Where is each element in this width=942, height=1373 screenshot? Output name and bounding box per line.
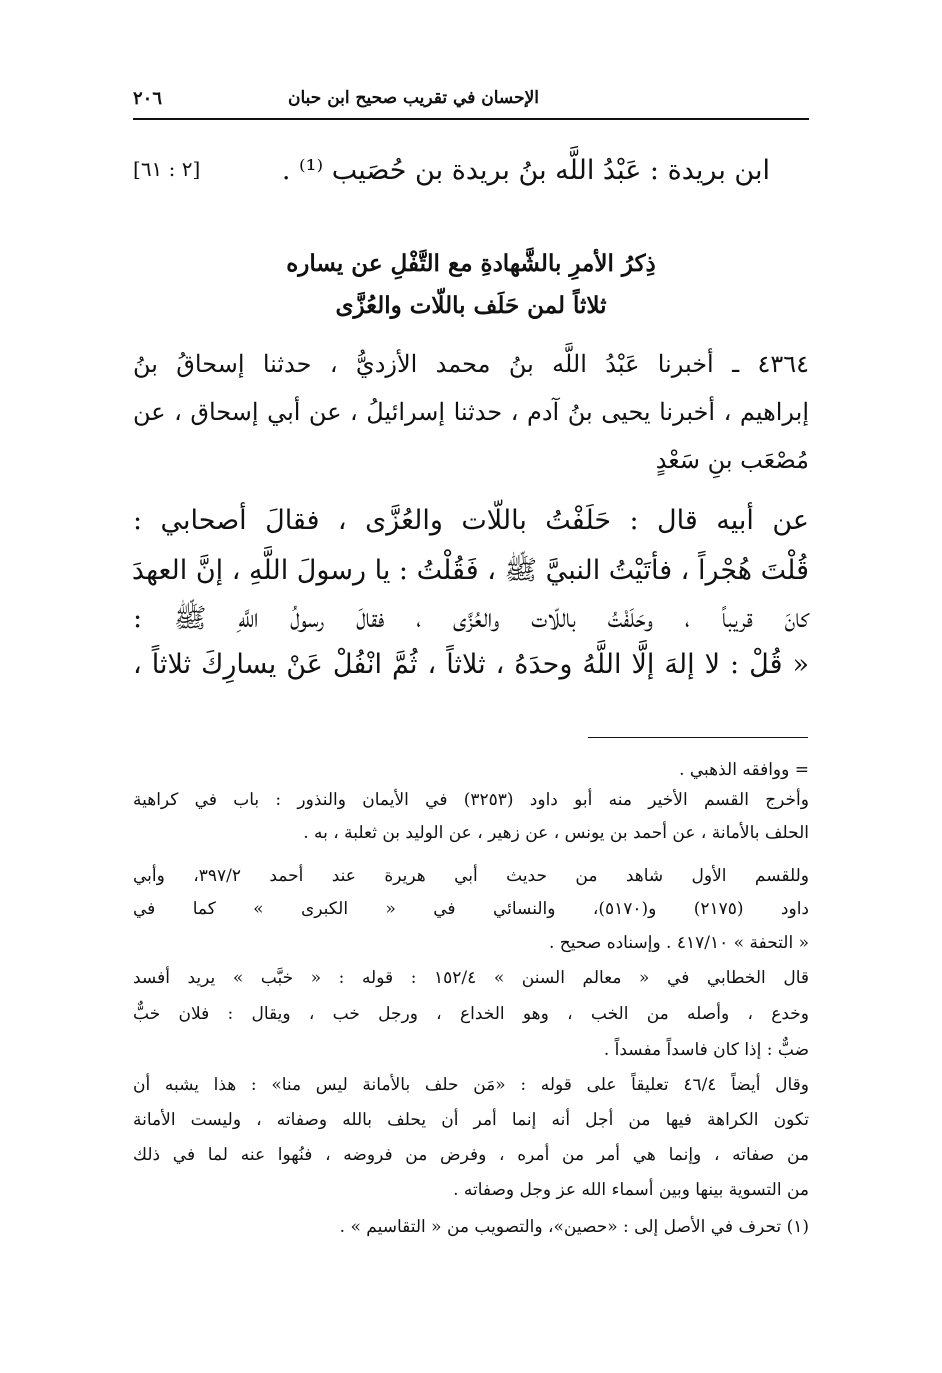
isnad-line: مُصْعَب بنِ سَعْدٍ <box>655 446 809 474</box>
footnote-line: ضبٌّ : إذا كان فاسداً مفسداً . <box>603 1040 809 1060</box>
footnote-line: وللقسم الأول شاهد من حديث أبي هريرة عند أحمد ٣٩٧/٢، وأبي <box>133 866 809 886</box>
chapter-heading-line-2: ثلاثاً لمن حَلَف باللّات والعُزَّى <box>335 292 607 319</box>
matn-line: عن أبيه قال : حَلَفْتُ باللّات والعُزَّى ، فقالَ أصحابي : <box>133 505 809 536</box>
chapter-heading-line-1: ذِكرُ الأمرِ بالشَّهادةِ مع التَّفْلِ عن يساره <box>286 250 656 277</box>
running-header <box>133 88 809 114</box>
footnote-line: الحلف بالأمانة ، عن أحمد بن يونس ، عن زهير ، عن الوليد بن ثعلبة ، به . <box>303 823 809 843</box>
footnote-line: قال الخطابي في « معالم السنن » ١٥٢/٤ : قوله : « خبَّب » يريد أفسد <box>133 968 810 988</box>
footnote-line: وخدع ، وأصله من الخب ، وهو الخداع ، ورجل خب ، ويقال : فلان خبٌّ <box>133 1004 809 1024</box>
footnote-line: من التسوية بينها وبين أسماء الله عز وجل وصفاته . <box>453 1180 809 1200</box>
footnote-line: (١) تحرف في الأصل إلى : «حصين»، والتصويب من « التقاسيم » . <box>339 1217 809 1237</box>
footnote-line: تكون الكراهة فيها من أجل أنه إنما أمر أن يحلف بالله وصفاته ، وليست الأمانة <box>133 1110 809 1130</box>
matn-line: كانَ قريباً ، وحَلَفْتُ باللّات والعُزَّى ، فقالَ رسولُ اللَّهِ ﷺ : <box>133 603 809 634</box>
footnote-separator <box>588 737 808 738</box>
footnote-line: وأخرج القسم الأخير منه أبو داود (٣٢٥٣) في الأيمان والنذور : باب في كراهية <box>133 790 809 810</box>
header-rule <box>133 118 809 120</box>
reference-mark: [٢ : ٦١] <box>133 157 201 181</box>
book-title: الإحسان في تقريب صحيح ابن حبان <box>288 88 539 108</box>
page-number: ٢٠٦ <box>133 88 163 109</box>
isnad-line: ٤٣٦٤ ـ أخبرنا عَبْدُ اللَّه بنُ محمد الأزديُّ ، حدثنا إسحاقُ بنُ <box>133 350 809 378</box>
footnote-line: وقال أيضاً ٤٦/٤ تعليقاً على قوله : «مَن حلف بالأمانة ليس منا» : هذا يشبه أن <box>133 1075 809 1095</box>
footnote-line: « التحفة » ٤١٧/١٠ . وإسناده صحيح . <box>548 933 809 953</box>
matn-line: قُلْتَ هُجْراً ، فأتَيْتُ النبيَّ ﷺ ، فَقُلْتُ : يا رسولَ اللَّهِ ، إنَّ العهدَ <box>131 555 809 586</box>
footnote-line: من صفاته ، وإنما هي أمر من أمره ، وفرض من فروضه ، فنُهوا عنه لما في ذلك <box>133 1145 809 1165</box>
isnad-line: إبراهيم ، أخبرنا يحيى بنُ آدم ، حدثنا إسرائيلُ ، عن أبي إسحاق ، عن <box>133 398 809 426</box>
footnote-line: = ووافقه الذهبي . <box>679 760 809 780</box>
footnote-line: داود (٢١٧٥) و(٥١٧٠)، والنسائي في « الكبرى » كما في <box>133 899 809 919</box>
carryover-line: ابن بريدة : عَبْدُ اللَّه بنُ بريدة بن حُصَيب ⁽¹⁾ . <box>281 155 770 186</box>
matn-line: « قُلْ : لا إلهَ إلَّا اللَّهُ وحدَهُ ، ثلاثاً ، ثُمَّ انْفُلْ عَنْ يسارِكَ ثلاثاً ، <box>133 649 809 680</box>
